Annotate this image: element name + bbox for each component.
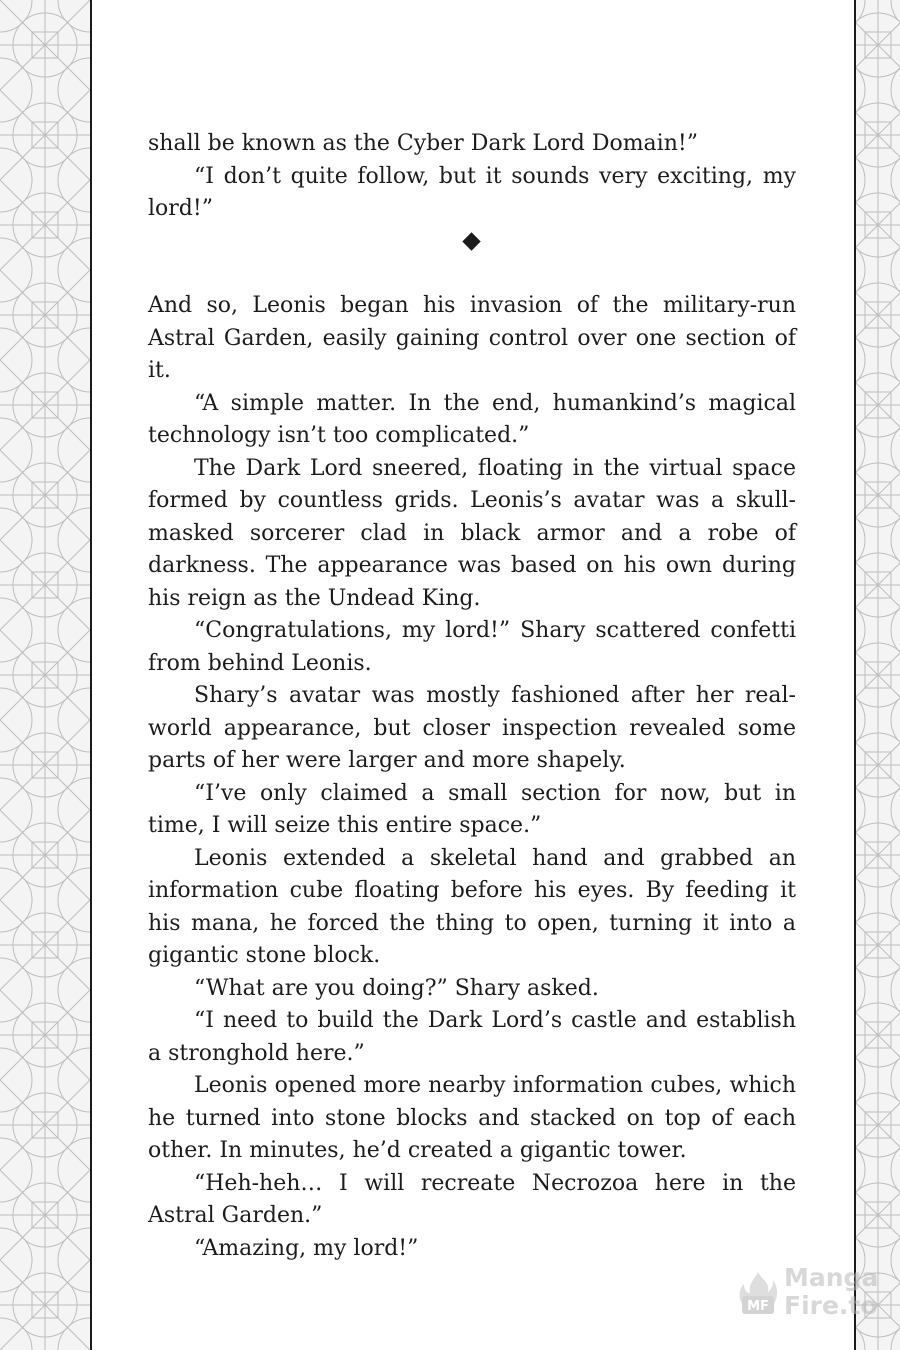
watermark [736,1262,879,1322]
paragraph: “I don’t quite follow, but it sounds very exciting, my lord!” [148,163,796,221]
watermark-line-1: Manga [784,1263,879,1292]
paragraph: The Dark Lord sneered, floating in the virtual space formed by countless grids. Leonis’s avatar was a skull-masked sorcerer clad in black armor and a robe of darkness. The appearance was based on his own during his reign as the Undead King. [148,455,796,611]
paragraph: Leonis opened more nearby information cubes, which he turned into stone blocks and stacked on top of each other. In minutes, he’d created a gigantic tower. [148,1073,796,1163]
text-block-main [148,290,796,1265]
paragraph: “I’ve only claimed a small section for now, but in time, I will seize this entire space.” [148,780,796,838]
paragraph: “Heh-heh… I will recreate Necrozoa here in the Astral Garden.” [148,1170,796,1228]
paragraph: “What are you doing?” Shary asked. [194,975,599,1001]
paragraph: “Congratulations, my lord!” Shary scattered confetti from behind Leonis. [148,618,796,676]
paragraph: “A simple matter. In the end, humankind’s magical technology isn’t too complicated.” [148,390,796,448]
paragraph: Shary’s avatar was mostly fashioned after her real-world appearance, but closer inspection revealed some parts of her were larger and more shapely. [148,683,796,773]
paragraph: shall be known as the Cyber Dark Lord Domain!” [148,131,698,156]
flame-icon [736,1270,780,1316]
lattice-pattern [856,0,900,1350]
left-border-pattern [0,0,90,1350]
paragraph: Leonis extended a skeletal hand and grabbed an information cube floating before his eyes. By feeding it his mana, he forced the thing to open, turning it into a gigantic stone block. [148,845,796,968]
paragraph: And so, Leonis began his invasion of the military-run Astral Garden, easily gaining control over one section of it. [148,293,796,383]
text-block-top [148,128,796,226]
lattice-pattern [0,0,90,1350]
paragraph: “I need to build the Dark Lord’s castle and establish a stronghold here.” [148,1008,796,1066]
watermark-text [784,1264,878,1320]
logo-letters: MF [747,1299,769,1314]
right-border-pattern [856,0,900,1350]
watermark-line-2: Fire.to [784,1291,878,1320]
paragraph: “Amazing, my lord!” [194,1235,419,1261]
